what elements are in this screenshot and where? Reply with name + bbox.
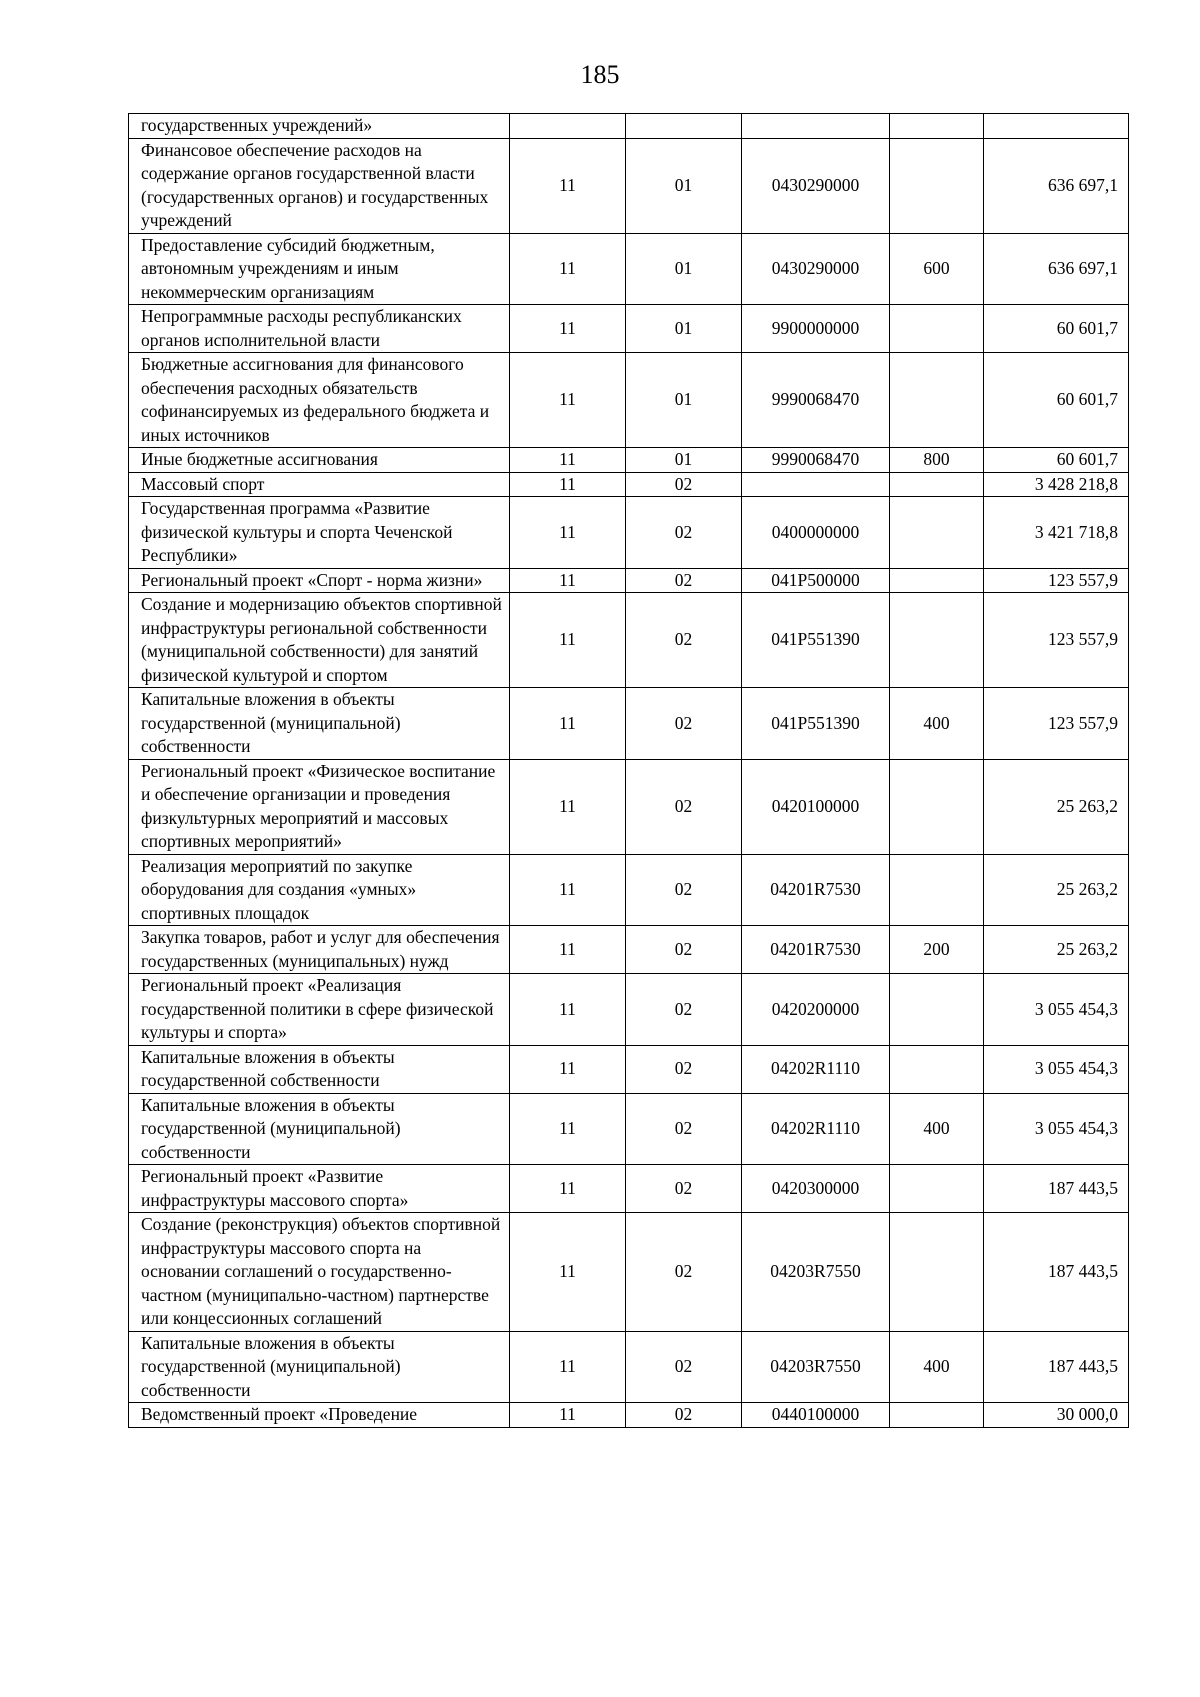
row-expense-type <box>890 497 984 569</box>
row-amount: 187 443,5 <box>984 1213 1129 1332</box>
row-expense-type <box>890 854 984 926</box>
row-name: Капитальные вложения в объекты государственной собственности <box>129 1045 510 1093</box>
row-subsection: 02 <box>626 759 742 854</box>
row-expense-type: 400 <box>890 688 984 760</box>
row-target-code: 0420200000 <box>742 974 890 1046</box>
row-target-code: 04201R7530 <box>742 854 890 926</box>
row-expense-type <box>890 305 984 353</box>
row-subsection: 02 <box>626 1093 742 1165</box>
row-expense-type: 600 <box>890 233 984 305</box>
row-section: 11 <box>510 1213 626 1332</box>
row-subsection: 02 <box>626 593 742 688</box>
row-section: 11 <box>510 305 626 353</box>
row-section: 11 <box>510 593 626 688</box>
row-expense-type <box>890 1165 984 1213</box>
row-name: Региональный проект «Физическое воспитание и обеспечение организации и проведения физкультурных мероприятий и массовых спортивных мероприятий» <box>129 759 510 854</box>
row-amount: 636 697,1 <box>984 233 1129 305</box>
row-amount: 187 443,5 <box>984 1165 1129 1213</box>
row-amount <box>984 114 1129 139</box>
row-name: Региональный проект «Реализация государственной политики в сфере физической культуры и спорта» <box>129 974 510 1046</box>
row-expense-type <box>890 568 984 593</box>
row-subsection: 02 <box>626 497 742 569</box>
row-amount: 3 055 454,3 <box>984 1093 1129 1165</box>
table-row <box>129 1213 1129 1332</box>
row-target-code: 9900000000 <box>742 305 890 353</box>
row-section: 11 <box>510 233 626 305</box>
row-target-code: 0430290000 <box>742 233 890 305</box>
budget-table <box>128 113 1129 1428</box>
row-section: 11 <box>510 926 626 974</box>
table-row <box>129 974 1129 1046</box>
row-name: Предоставление субсидий бюджетным, автономным учреждениям и иным некоммерческим организациям <box>129 233 510 305</box>
row-name: Создание (реконструкция) объектов спортивной инфраструктуры массового спорта на основании соглашений о государственно-частном (муниципально-частном) партнерстве или концессионных соглашений <box>129 1213 510 1332</box>
row-section: 11 <box>510 568 626 593</box>
row-name: Капитальные вложения в объекты государственной (муниципальной) собственности <box>129 688 510 760</box>
table-row <box>129 1403 1129 1428</box>
table-row <box>129 1165 1129 1213</box>
row-expense-type <box>890 353 984 448</box>
table-row <box>129 472 1129 497</box>
table-row <box>129 448 1129 473</box>
row-amount: 60 601,7 <box>984 448 1129 473</box>
row-subsection: 02 <box>626 688 742 760</box>
row-target-code: 0430290000 <box>742 138 890 233</box>
row-name: Финансовое обеспечение расходов на содержание органов государственной власти (государственных органов) и государственных учреждений <box>129 138 510 233</box>
row-target-code: 041P551390 <box>742 688 890 760</box>
table-row <box>129 1331 1129 1403</box>
row-name: Региональный проект «Спорт - норма жизни» <box>129 568 510 593</box>
row-target-code: 04203R7550 <box>742 1331 890 1403</box>
row-target-code: 04201R7530 <box>742 926 890 974</box>
table-row <box>129 568 1129 593</box>
row-target-code: 0440100000 <box>742 1403 890 1428</box>
table-row <box>129 114 1129 139</box>
row-name: Государственная программа «Развитие физической культуры и спорта Чеченской Республики» <box>129 497 510 569</box>
row-subsection: 02 <box>626 1403 742 1428</box>
row-section: 11 <box>510 1331 626 1403</box>
row-target-code: 04202R1110 <box>742 1093 890 1165</box>
row-section <box>510 114 626 139</box>
row-subsection: 01 <box>626 233 742 305</box>
row-name: Непрограммные расходы республиканских органов исполнительной власти <box>129 305 510 353</box>
row-name: Закупка товаров, работ и услуг для обеспечения государственных (муниципальных) нужд <box>129 926 510 974</box>
row-section: 11 <box>510 974 626 1046</box>
row-subsection: 02 <box>626 1045 742 1093</box>
row-amount: 3 055 454,3 <box>984 974 1129 1046</box>
row-name: Массовый спорт <box>129 472 510 497</box>
row-section: 11 <box>510 497 626 569</box>
row-amount: 3 421 718,8 <box>984 497 1129 569</box>
row-amount: 25 263,2 <box>984 759 1129 854</box>
row-target-code: 041P551390 <box>742 593 890 688</box>
budget-table-body <box>129 114 1129 1428</box>
table-row <box>129 854 1129 926</box>
row-section: 11 <box>510 688 626 760</box>
row-target-code <box>742 472 890 497</box>
table-row <box>129 353 1129 448</box>
row-subsection: 02 <box>626 568 742 593</box>
row-expense-type <box>890 472 984 497</box>
row-target-code <box>742 114 890 139</box>
row-section: 11 <box>510 759 626 854</box>
row-expense-type <box>890 1045 984 1093</box>
row-target-code: 0420100000 <box>742 759 890 854</box>
row-name: Иные бюджетные ассигнования <box>129 448 510 473</box>
row-amount: 25 263,2 <box>984 854 1129 926</box>
row-name: Региональный проект «Развитие инфраструктуры массового спорта» <box>129 1165 510 1213</box>
row-target-code: 04203R7550 <box>742 1213 890 1332</box>
page-number: 185 <box>580 60 620 89</box>
row-name: Капитальные вложения в объекты государственной (муниципальной) собственности <box>129 1331 510 1403</box>
row-subsection: 02 <box>626 854 742 926</box>
row-expense-type: 400 <box>890 1331 984 1403</box>
row-expense-type <box>890 114 984 139</box>
table-row <box>129 1093 1129 1165</box>
table-row <box>129 233 1129 305</box>
table-row <box>129 688 1129 760</box>
row-amount: 123 557,9 <box>984 568 1129 593</box>
row-expense-type: 400 <box>890 1093 984 1165</box>
row-name: Капитальные вложения в объекты государственной (муниципальной) собственности <box>129 1093 510 1165</box>
row-name: Создание и модернизацию объектов спортивной инфраструктуры региональной собственности (муниципальной собственности) для занятий физической культурой и спортом <box>129 593 510 688</box>
row-subsection: 01 <box>626 138 742 233</box>
row-subsection: 02 <box>626 926 742 974</box>
row-expense-type <box>890 138 984 233</box>
table-row <box>129 305 1129 353</box>
row-name: государственных учреждений» <box>129 114 510 139</box>
row-amount: 123 557,9 <box>984 688 1129 760</box>
row-target-code: 9990068470 <box>742 448 890 473</box>
row-section: 11 <box>510 854 626 926</box>
row-expense-type <box>890 759 984 854</box>
row-target-code: 9990068470 <box>742 353 890 448</box>
row-section: 11 <box>510 1093 626 1165</box>
table-row <box>129 1045 1129 1093</box>
row-section: 11 <box>510 353 626 448</box>
row-expense-type <box>890 974 984 1046</box>
row-target-code: 041P500000 <box>742 568 890 593</box>
row-subsection: 02 <box>626 1213 742 1332</box>
table-row <box>129 138 1129 233</box>
row-amount: 60 601,7 <box>984 305 1129 353</box>
row-section: 11 <box>510 448 626 473</box>
row-expense-type <box>890 593 984 688</box>
row-section: 11 <box>510 1045 626 1093</box>
row-amount: 30 000,0 <box>984 1403 1129 1428</box>
row-amount: 25 263,2 <box>984 926 1129 974</box>
row-expense-type: 200 <box>890 926 984 974</box>
table-row <box>129 926 1129 974</box>
table-row <box>129 759 1129 854</box>
row-subsection: 01 <box>626 353 742 448</box>
row-subsection: 01 <box>626 448 742 473</box>
row-amount: 60 601,7 <box>984 353 1129 448</box>
row-amount: 123 557,9 <box>984 593 1129 688</box>
row-name: Реализация мероприятий по закупке оборудования для создания «умных» спортивных площадок <box>129 854 510 926</box>
row-target-code: 04202R1110 <box>742 1045 890 1093</box>
row-subsection: 02 <box>626 1165 742 1213</box>
row-section: 11 <box>510 1165 626 1213</box>
row-subsection: 01 <box>626 305 742 353</box>
row-name: Бюджетные ассигнования для финансового обеспечения расходных обязательств софинансируемых из федерального бюджета и иных источников <box>129 353 510 448</box>
table-row <box>129 497 1129 569</box>
row-expense-type <box>890 1403 984 1428</box>
row-expense-type: 800 <box>890 448 984 473</box>
row-expense-type <box>890 1213 984 1332</box>
row-section: 11 <box>510 138 626 233</box>
row-target-code: 0420300000 <box>742 1165 890 1213</box>
row-amount: 636 697,1 <box>984 138 1129 233</box>
row-target-code: 0400000000 <box>742 497 890 569</box>
row-subsection <box>626 114 742 139</box>
row-subsection: 02 <box>626 472 742 497</box>
row-amount: 187 443,5 <box>984 1331 1129 1403</box>
row-amount: 3 055 454,3 <box>984 1045 1129 1093</box>
row-section: 11 <box>510 472 626 497</box>
row-amount: 3 428 218,8 <box>984 472 1129 497</box>
row-section: 11 <box>510 1403 626 1428</box>
row-name: Ведомственный проект «Проведение <box>129 1403 510 1428</box>
row-subsection: 02 <box>626 1331 742 1403</box>
table-row <box>129 593 1129 688</box>
row-subsection: 02 <box>626 974 742 1046</box>
